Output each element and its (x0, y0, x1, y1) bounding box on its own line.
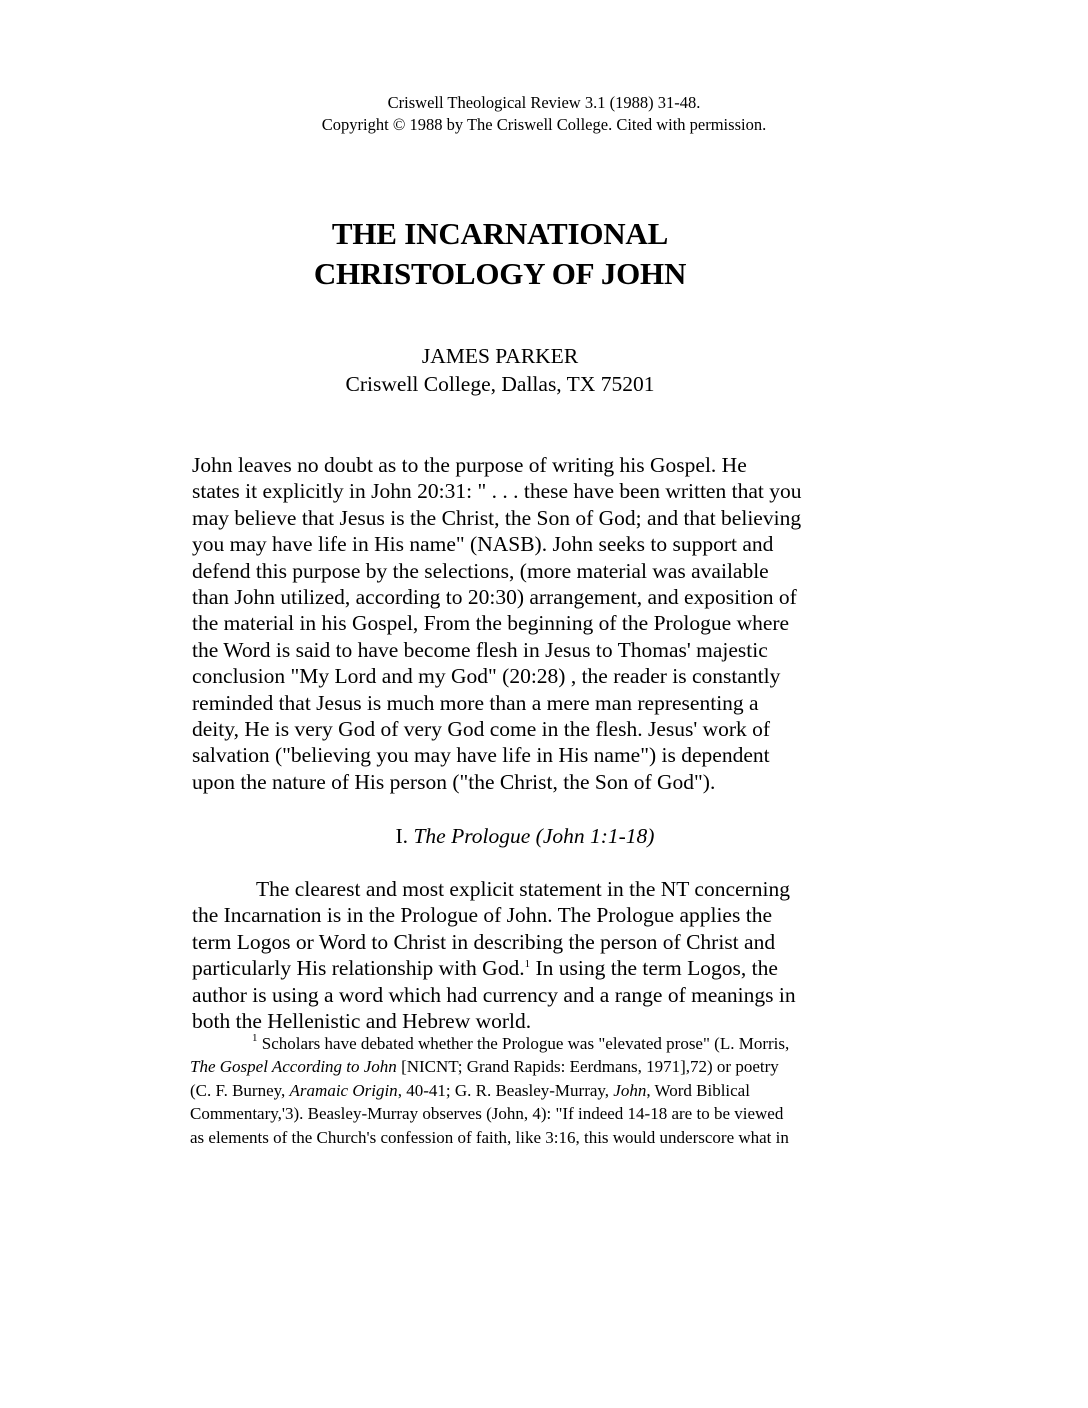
intro-line: states it explicitly in John 20:31: " . . . these have been written that you (192, 479, 802, 504)
footnote-line (190, 1055, 890, 1078)
intro-paragraph (192, 452, 862, 795)
footnote-book-title: The Gospel According to John (190, 1057, 397, 1077)
footnote-line: as elements of the Church's confession of faith, like 3:16, this would underscore what in (190, 1127, 789, 1147)
intro-line: defend this purpose by the selections, (more material was available (192, 558, 769, 583)
intro-line: deity, He is very God of very God come in the flesh. Jesus' work of (192, 717, 771, 742)
journal-header (0, 92, 1088, 136)
paragraph-line-text: particularly His relationship with God. (192, 956, 525, 981)
footnote-line: Commentary,'3). Beasley-Murray observes (John, 4): "If indeed 14-18 are to be viewed (190, 1104, 784, 1124)
section-title: The Prologue (John 1:1-18) (413, 824, 655, 848)
title-line-2: CHRISTOLOGY OF JOHN (313, 256, 687, 291)
paragraph-line: term Logos or Word to Christ in describing the person of Christ and (192, 929, 776, 954)
footnote-text: Scholars have debated whether the Prologue was "elevated prose" (L. Morris, (257, 1034, 790, 1053)
paragraph-line-text: In using the term Logos, the (530, 956, 778, 981)
title-line-1: THE INCARNATIONAL (331, 216, 669, 251)
copyright-line: Copyright © 1988 by The Criswell College. Cited with permission. (321, 115, 767, 134)
footnote-reference[interactable]: 1 (524, 958, 531, 971)
intro-line: than John utilized, according to 20:30) arrangement, and exposition of (192, 585, 797, 610)
footnote-text: , 40-41; G. R. Beasley-Murray, (397, 1080, 614, 1100)
intro-line: John leaves no doubt as to the purpose of writing his Gospel. He (192, 453, 747, 477)
intro-line: conclusion "My Lord and my God" (20:28) , the reader is constantly (192, 664, 781, 689)
footnote-book-title: Aramaic Origin (289, 1080, 398, 1100)
paragraph-line (192, 876, 852, 902)
footnote-text: [NICNT; Grand Rapids: Eerdmans, 1971],72) or poetry (396, 1057, 779, 1077)
intro-line: reminded that Jesus is much more than a mere man representing a (192, 690, 759, 715)
section-heading (0, 823, 1050, 849)
intro-line: may believe that Jesus is the Christ, the Son of God; and that believing (192, 505, 802, 530)
footnote-text: , Word Biblical (646, 1080, 750, 1100)
paragraph-line: author is using a word which had currency and a range of meanings in (192, 982, 796, 1007)
intro-line: upon the nature of His person ("the Christ, the Son of God"). (192, 769, 716, 794)
footnote-book-title: John (613, 1080, 647, 1100)
footnote-marker: 1 (252, 1032, 258, 1044)
prologue-paragraph (192, 876, 852, 1034)
author-name: JAMES PARKER (421, 344, 579, 368)
footnote-1 (190, 1032, 890, 1149)
intro-line: salvation ("believing you may have life in His name") is dependent (192, 743, 770, 768)
citation-line: Criswell Theological Review 3.1 (1988) 31-48. (387, 93, 701, 112)
paragraph-line: both the Hellenistic and Hebrew world. (192, 1009, 532, 1034)
paragraph-line (192, 955, 852, 981)
section-number: I. (395, 824, 409, 848)
footnote-line (190, 1032, 890, 1055)
footnote-line (190, 1079, 890, 1102)
author-block (0, 342, 1000, 398)
author-affiliation: Criswell College, Dallas, TX 75201 (345, 372, 655, 396)
intro-line: you may have life in His name" (NASB). John seeks to support and (192, 532, 774, 557)
footnote-text: (C. F. Burney, (190, 1080, 290, 1100)
article-title (0, 214, 1000, 294)
paragraph-line-text: The clearest and most explicit statement in the NT concerning (256, 877, 790, 901)
intro-line: the material in his Gospel, From the beginning of the Prologue where (192, 611, 790, 636)
paragraph-line: the Incarnation is in the Prologue of John. The Prologue applies the (192, 903, 772, 928)
intro-line: the Word is said to have become flesh in Jesus to Thomas' majestic (192, 637, 768, 662)
